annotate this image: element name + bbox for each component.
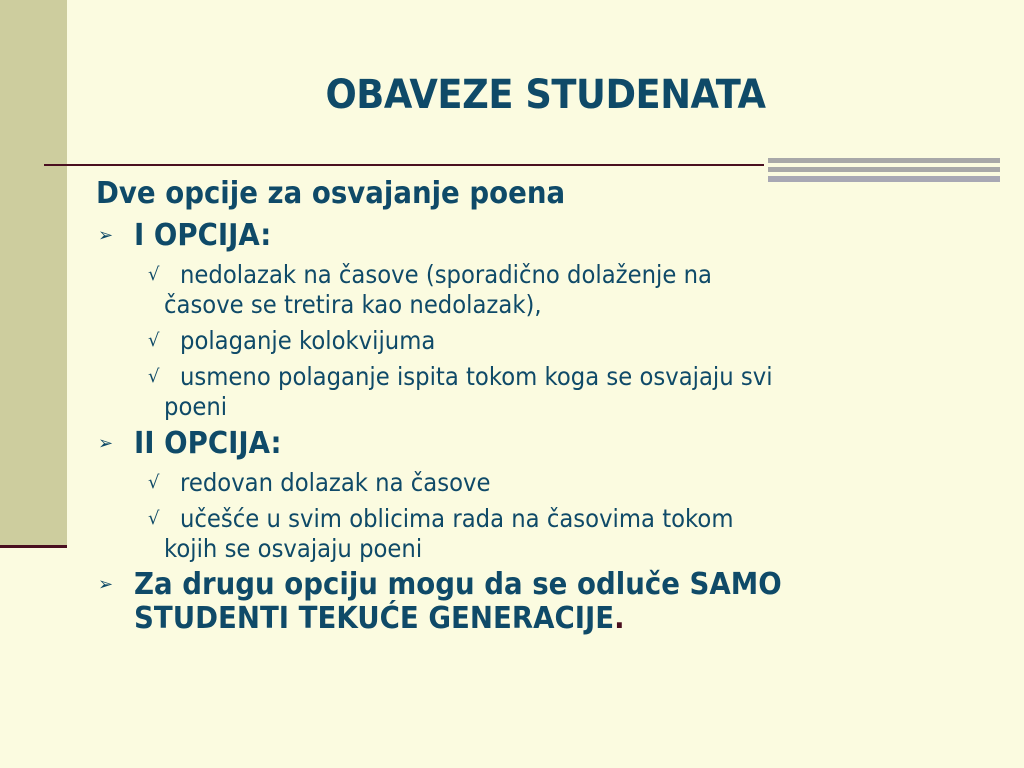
arrow-bullet-icon: ➢ — [98, 574, 114, 595]
note-bullet — [96, 568, 996, 636]
arrow-bullet-icon: ➢ — [98, 433, 114, 454]
left-decor-bar — [0, 0, 67, 545]
title-divider — [44, 164, 764, 166]
option-2-label: II OPCIJA: — [134, 426, 282, 461]
content-heading: Dve opcije za osvajanje poena — [96, 176, 566, 211]
note-period: . — [614, 601, 625, 636]
checkmark-icon: √ — [148, 366, 160, 387]
note-line-2-text: STUDENTI TEKUĆE GENERACIJE — [134, 601, 615, 636]
slide-content — [96, 174, 996, 636]
list-item-text-cont: kojih se osvajaju poeni — [164, 534, 423, 563]
list-item — [96, 326, 996, 356]
list-item-text-cont: poeni — [164, 392, 228, 421]
note-line-2 — [134, 602, 927, 636]
list-item-text: učešće u svim oblicima rada na časovima tokom — [180, 504, 734, 533]
checkmark-icon: √ — [148, 330, 160, 351]
list-item-text: usmeno polaganje ispita tokom koga se osvajaju svi — [180, 362, 773, 391]
left-decor-underline — [0, 545, 67, 548]
checkmark-icon: √ — [148, 264, 160, 285]
list-item — [96, 468, 996, 498]
list-item-text: redovan dolazak na časove — [180, 468, 491, 497]
list-item — [96, 504, 996, 564]
list-item — [96, 260, 996, 320]
slide-title: OBAVEZE STUDENATA — [325, 72, 766, 118]
option-1-bullet — [96, 218, 996, 254]
list-item — [96, 362, 996, 422]
list-item-text-cont: časove se tretira kao nedolazak), — [164, 290, 542, 319]
note-line-1: Za drugu opciju mogu da se odluče SAMO — [134, 567, 782, 602]
list-item-text: nedolazak na časove (sporadično dolaženje na — [180, 260, 712, 289]
option-2-bullet — [96, 426, 996, 462]
list-item-text: polaganje kolokvijuma — [180, 326, 436, 355]
checkmark-icon: √ — [148, 508, 160, 529]
arrow-bullet-icon: ➢ — [98, 225, 114, 246]
checkmark-icon: √ — [148, 472, 160, 493]
option-1-label: I OPCIJA: — [134, 218, 272, 253]
